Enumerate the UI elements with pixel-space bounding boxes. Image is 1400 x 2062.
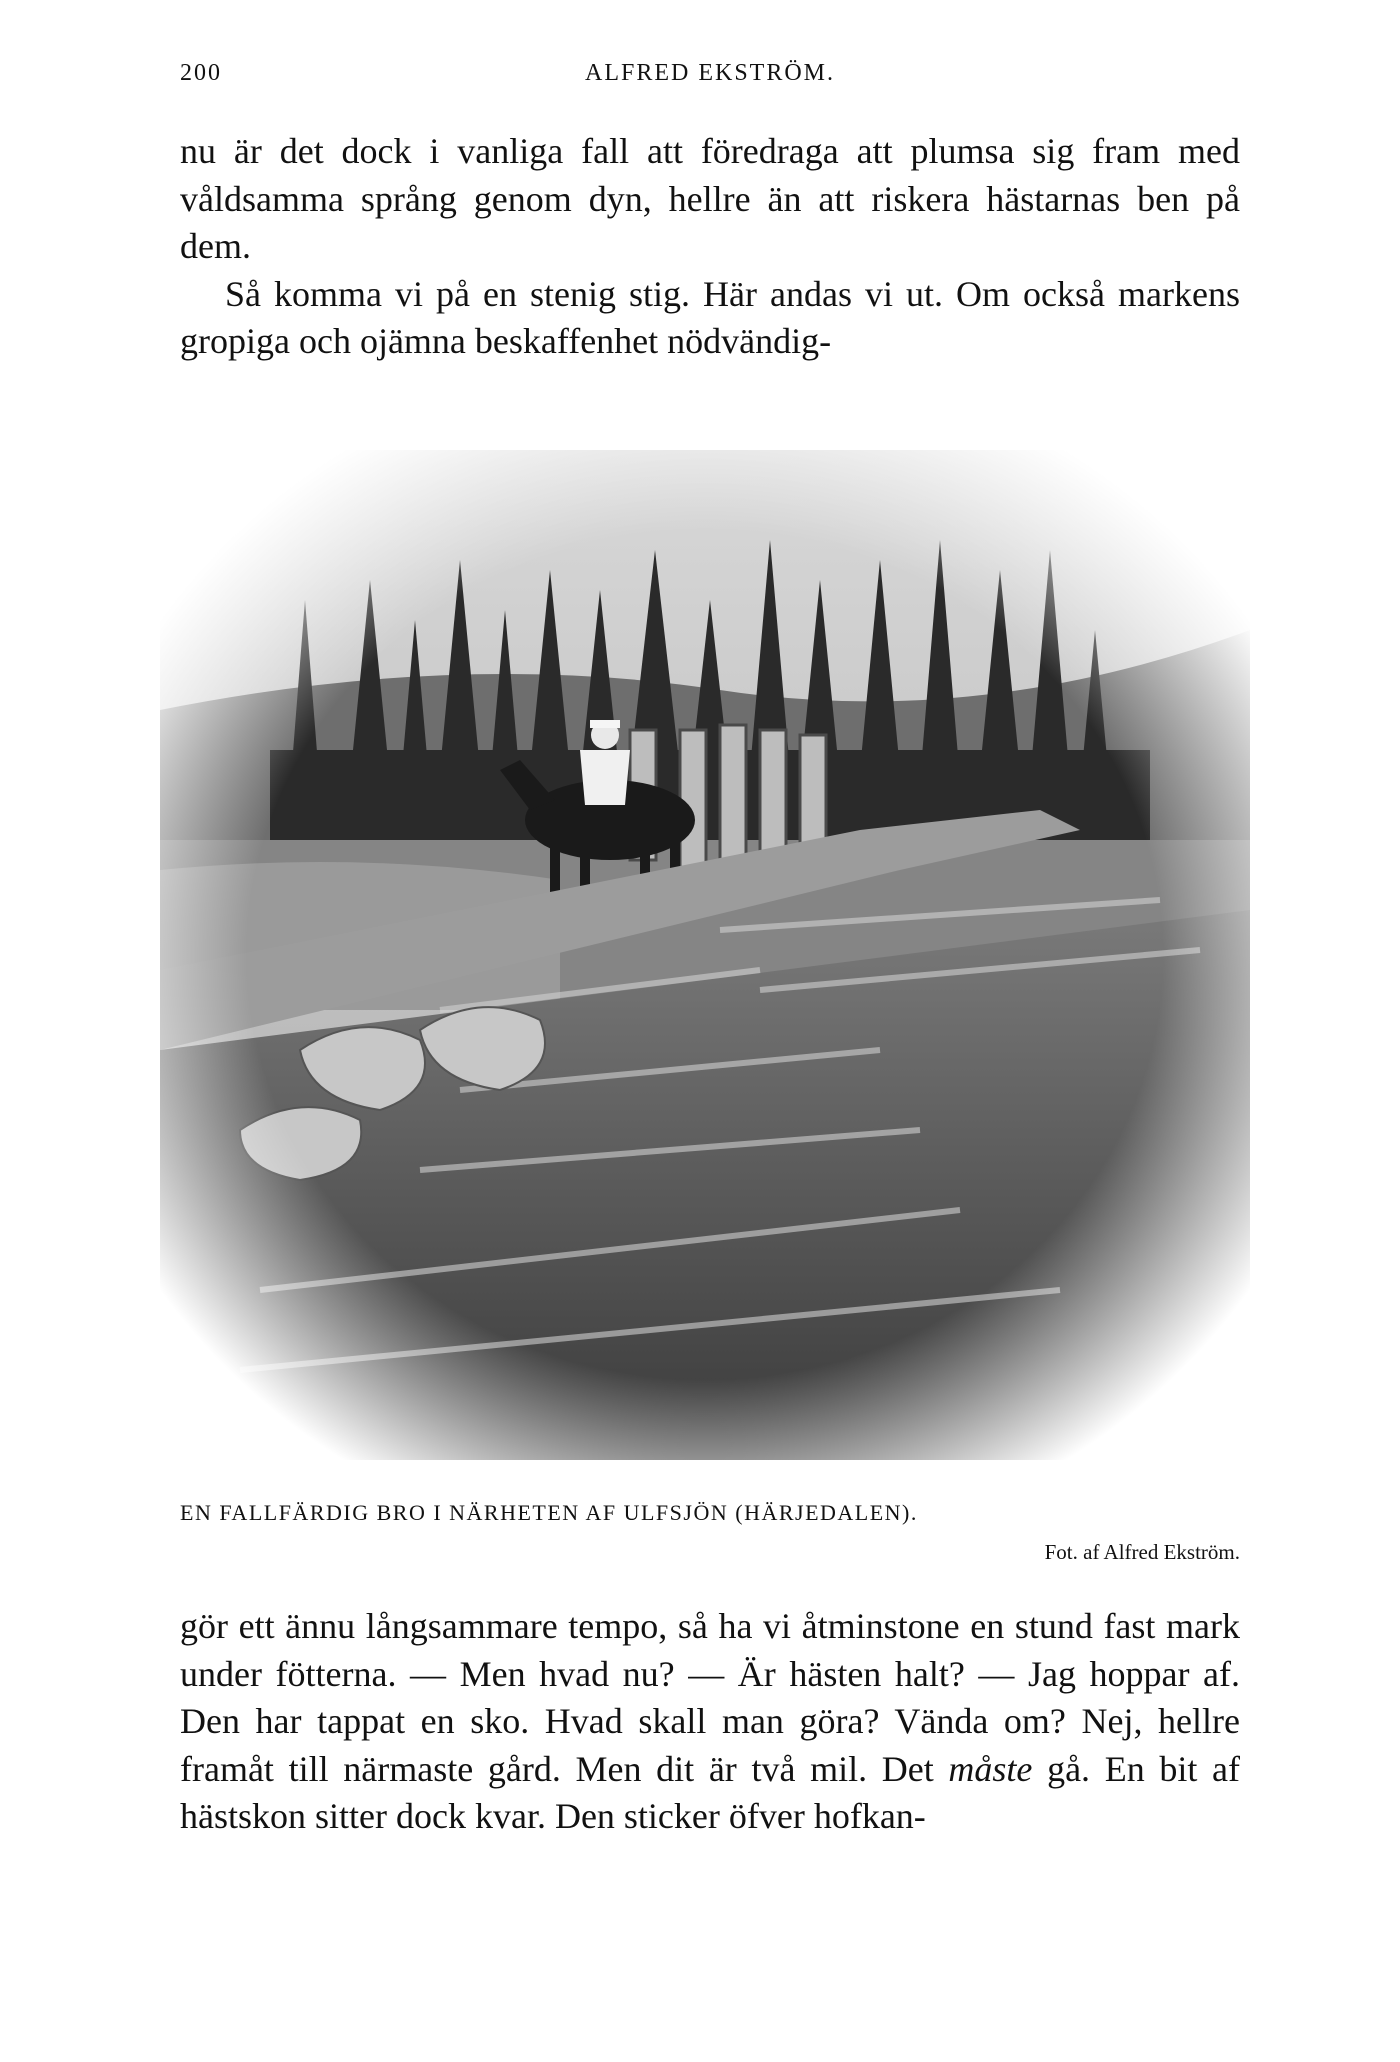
paragraph-3 [180, 1603, 1240, 1841]
paragraph-3-part-2: gå. En bit af hästskon sitter dock kvar. Den sticker öfver hofkan- [180, 1748, 1240, 1836]
bridge-photograph [160, 450, 1250, 1460]
figure-caption: EN FALLFÄRDIG BRO I NÄRHETEN AF ULFSJÖN (HÄRJEDALEN). [180, 1500, 918, 1525]
paragraph-2: Så komma vi på en stenig stig. Här andas vi ut. Om också markens gropiga och ojämna beskaffenhet nödvändig- [180, 273, 1240, 361]
bottom-text-block [180, 1603, 1240, 1841]
photo-illustration [160, 450, 1250, 1460]
running-head: ALFRED EKSTRÖM. [584, 60, 836, 86]
page-header [180, 60, 1240, 100]
photo-credit: Fot. af Alfred Ekström. [1044, 1540, 1240, 1564]
emphasis-word: måste [948, 1748, 1033, 1789]
paragraph-1: nu är det dock i vanliga fall att föredraga att plumsa sig fram med våldsamma språng genom dyn, hellre än att riskera hästarnas ben på dem. [180, 131, 1240, 266]
paragraph-3-part-1: gör ett ännu långsammare tempo, så ha vi åtminstone en stund fast mark under fötterna. — Men hvad nu? — Är hästen halt? — Jag hoppar af. Den har tappat en sko. Hvad skall man göra? Vända om? Nej, hellre framåt till närmaste gård. Men dit är två mil. Det [180, 1606, 1240, 1789]
top-text-block [180, 128, 1240, 366]
page-number: 200 [180, 60, 222, 86]
